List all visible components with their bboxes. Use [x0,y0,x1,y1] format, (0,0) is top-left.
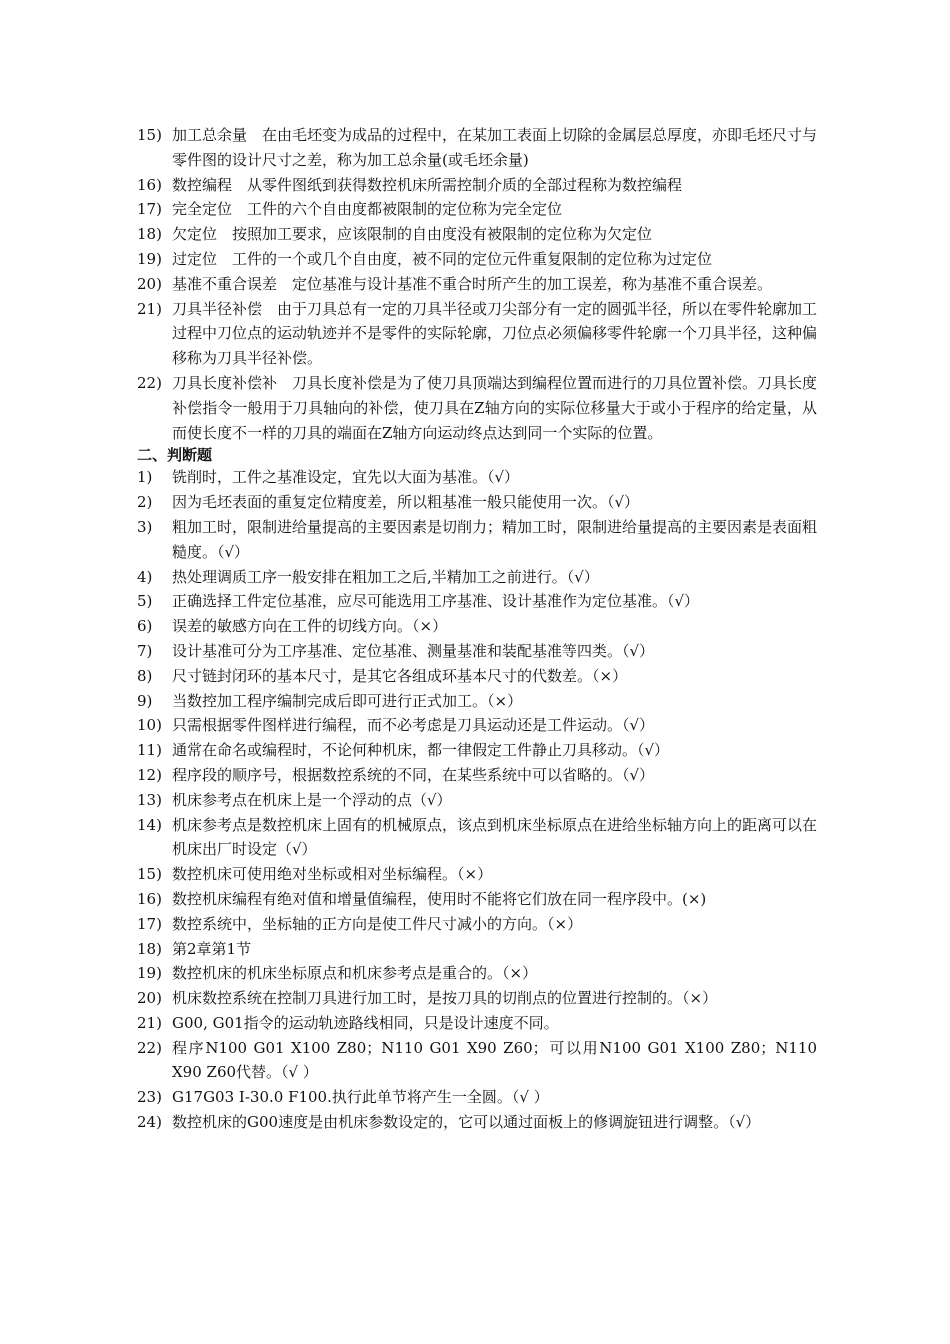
definition-item [137,247,817,272]
item-number: 9) [137,691,153,710]
item-text: G00, G01指令的运动轨迹路线相同，只是设计速度不同。 [172,1013,559,1032]
definition-item [137,371,817,445]
item-text: 数控机床的机床坐标原点和机床参考点是重合的。（×） [172,964,538,983]
judgment-item [137,465,817,490]
definitions-list [137,123,817,445]
judgment-item [137,614,817,639]
item-text: 铣削时，工件之基准设定，宜先以大面为基准。（√） [172,468,520,487]
judgment-item [137,565,817,590]
item-number: 23) [137,1088,162,1107]
item-text: 误差的敏感方向在工件的切线方向。（×） [172,617,448,636]
judgment-item [137,788,817,813]
judgment-item [137,986,817,1011]
definition-item [137,173,817,198]
definition-item [137,297,817,371]
item-text: 机床参考点在机床上是一个浮动的点（√） [172,790,452,809]
item-text: 数控系统中，坐标轴的正方向是使工件尺寸减小的方向。（×） [172,914,583,933]
item-text: 加工总余量 在由毛坯变为成品的过程中，在某加工表面上切除的金属层总厚度，亦即毛坯尺寸与零件图的设计尺寸之差，称为加工总余量(或毛坯余量) [172,126,818,169]
item-number: 1) [137,468,153,487]
definition-item [137,222,817,247]
judgment-item [137,887,817,912]
item-text: 刀具长度补偿补 刀具长度补偿是为了使刀具顶端达到编程位置而进行的刀具位置补偿。刀具长度补偿指令一般用于刀具轴向的补偿，使刀具在Z轴方向的实际位移量大于或小于程序的给定量，从而使长度不一样的刀具的端面在Z轴方向运动终点达到同一个实际的位置。 [172,373,818,442]
item-number: 17) [137,200,162,219]
item-text: 基准不重合误差 定位基准与设计基准不重合时所产生的加工误差，称为基准不重合误差。 [172,274,773,293]
item-text: 数控机床编程有绝对值和增量值编程，使用时不能将它们放在同一程序段中。(×) [172,889,707,908]
item-number: 7) [137,641,153,660]
item-text: 数控机床可使用绝对坐标或相对坐标编程。（×） [172,865,493,884]
item-text: 完全定位 工件的六个自由度都被限制的定位称为完全定位 [172,200,563,219]
item-text: 过定位 工件的一个或几个自由度，被不同的定位元件重复限制的定位称为过定位 [172,249,713,268]
item-number: 24) [137,1113,162,1132]
item-number: 14) [137,815,162,834]
item-text: G17G03 I-30.0 F100.执行此单节将产生一全圆。（√ ） [172,1088,549,1107]
item-number: 3) [137,517,153,536]
item-number: 22) [137,1038,162,1057]
definition-item [137,272,817,297]
item-number: 16) [137,889,162,908]
judgment-item [137,1036,817,1086]
item-text: 正确选择工件定位基准，应尽可能选用工序基准、设计基准作为定位基准。（√） [172,592,700,611]
item-number: 18) [137,939,162,958]
item-number: 21) [137,299,162,318]
item-number: 15) [137,126,162,144]
item-text: 欠定位 按照加工要求，应该限制的自由度没有被限制的定位称为欠定位 [172,225,653,244]
item-number: 20) [137,989,162,1008]
item-number: 5) [137,592,153,611]
judgment-item [137,937,817,962]
judgment-item [137,813,817,863]
item-number: 16) [137,175,162,194]
item-number: 8) [137,666,153,685]
item-number: 2) [137,493,153,512]
judgment-item [137,664,817,689]
item-number: 15) [137,865,162,884]
judgments-list [137,465,817,1135]
judgment-item [137,490,817,515]
definition-item [137,123,817,173]
item-text: 机床数控系统在控制刀具进行加工时，是按刀具的切削点的位置进行控制的。（×） [172,989,718,1008]
section-heading: 二、判断题 [137,446,213,465]
item-text: 机床参考点是数控机床上固有的机械原点，该点到机床坐标原点在进给坐标轴方向上的距离可以在机床出厂时设定（√） [172,815,818,859]
judgment-item [137,639,817,664]
item-text: 数控机床的G00速度是由机床参数设定的，它可以通过面板上的修调旋钮进行调整。（√） [172,1113,761,1132]
judgment-item [137,515,817,565]
judgment-item [137,713,817,738]
item-number: 4) [137,567,153,586]
item-text: 数控编程 从零件图纸到获得数控机床所需控制介质的全部过程称为数控编程 [172,175,683,194]
item-text: 只需根据零件图样进行编程，而不必考虑是刀具运动还是工件运动。（√） [172,716,655,735]
item-text: 当数控加工程序编制完成后即可进行正式加工。（×） [172,691,523,710]
item-text: 刀具半径补偿 由于刀具总有一定的刀具半径或刀尖部分有一定的圆弧半径，所以在零件轮廓加工过程中刀位点的运动轨迹并不是零件的实际轮廓，刀位点必须偏移零件轮廓一个刀具半径，这种偏移称为刀具半径补偿。 [172,299,818,368]
item-text: 程序N100 G01 X100 Z80；N110 G01 X90 Z60；可以用N100 G01 X100 Z80；N110 X90 Z60代替。（√ ） [172,1038,817,1082]
item-text: 设计基准可分为工序基准、定位基准、测量基准和装配基准等四类。（√） [172,641,655,660]
judgment-item [137,1011,817,1036]
definition-item [137,197,817,222]
item-number: 19) [137,964,162,983]
judgment-item [137,738,817,763]
content-list [137,123,817,1135]
item-number: 10) [137,716,162,735]
judgment-item [137,1110,817,1135]
item-number: 22) [137,373,162,392]
item-text: 第2章第1节 [172,939,252,958]
item-text: 程序段的顺序号，根据数控系统的不同，在某些系统中可以省略的。（√） [172,765,655,784]
item-number: 13) [137,790,162,809]
judgment-item [137,689,817,714]
judgment-item [137,961,817,986]
judgment-item [137,1085,817,1110]
item-number: 18) [137,225,162,244]
judgment-item [137,763,817,788]
judgment-item [137,912,817,937]
item-text: 尺寸链封闭环的基本尺寸，是其它各组成环基本尺寸的代数差。（×） [172,666,628,685]
item-number: 12) [137,765,162,784]
item-number: 17) [137,914,162,933]
judgment-item [137,862,817,887]
item-number: 20) [137,274,162,293]
judgment-item [137,589,817,614]
item-number: 11) [137,741,162,760]
item-text: 粗加工时，限制进给量提高的主要因素是切削力；精加工时，限制进给量提高的主要因素是表面粗糙度。（√） [172,517,818,561]
item-number: 19) [137,249,162,268]
item-number: 6) [137,617,153,636]
item-text: 通常在命名或编程时，不论何种机床，都一律假定工件静止刀具移动。（√） [172,741,670,760]
item-text: 热处理调质工序一般安排在粗加工之后,半精加工之前进行。（√） [172,567,599,586]
item-number: 21) [137,1013,162,1032]
item-text: 因为毛坯表面的重复定位精度差，所以粗基准一般只能使用一次。（√） [172,493,640,512]
